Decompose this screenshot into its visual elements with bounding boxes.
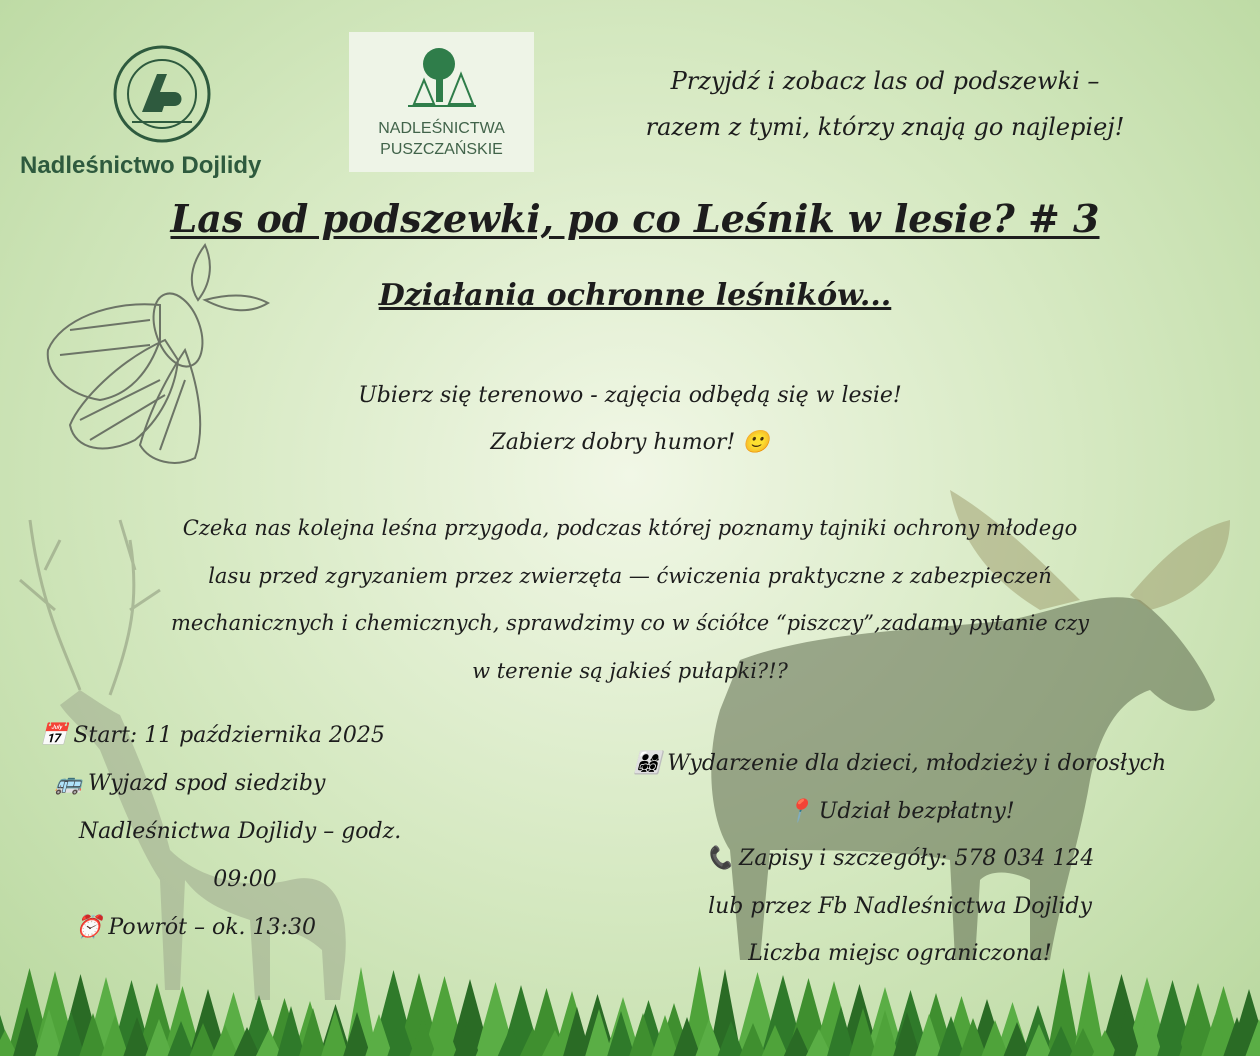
info-block [230,372,1030,466]
event-subtitle: Działania ochronne leśników... [378,278,892,313]
audience-text: Wydarzenie dla dzieci, młodzieży i dorosłych [667,751,1167,776]
fee-text: Udział bezpłatny! [818,798,1015,824]
description-line3: mechanicznych i chemicznych, sprawdzimy co w ściółce “piszczy”,zadamy pytanie czy [170,611,1089,635]
departure-line1: Wyjazd spod siedziby [87,771,326,796]
description-block [110,505,1150,695]
return-row [40,904,460,952]
phone-icon: 📞 [705,846,734,871]
partner-logo [349,32,534,172]
seat-limit: Liczba miejsc ograniczona! [748,941,1052,966]
slogan-line1: Przyjdź i zobacz las od podszewki – [670,67,1100,95]
start-date: Start: 11 października 2025 [73,723,385,748]
info-line2: Zabierz dobry humor! 🙂 [490,430,770,455]
departure-line2: Nadleśnictwa Dojlidy – godz. [78,819,402,844]
forest-treeline [0,966,1260,1056]
partner-name-line2: PUSZCZAŃSKIE [380,141,503,158]
info-line1: Ubierz się terenowo - zajęcia odbędą się w lesie! [358,383,902,408]
tree-icon [404,42,479,114]
calendar-icon: 📅 [40,723,68,748]
event-details-left [40,712,460,952]
slogan-line2: razem z tymi, którzy znają go najlepiej! [645,113,1125,141]
departure-row [40,760,340,808]
lasy-panstwowe-logo [112,44,212,144]
contact-phone: Zapisy i szczegóły: 578 034 124 [739,846,1095,871]
description-line1: Czeka nas kolejna leśna przygoda, podczas której poznamy tajniki ochrony młodego [182,516,1078,540]
family-icon: 👨‍👩‍👧‍👦 [633,751,662,776]
event-title: Las od podszewki, po co Leśnik w lesie? # 3 [170,196,1100,241]
slogan [560,58,1210,150]
fee-row [580,788,1220,836]
clock-icon: ⏰ [75,915,103,940]
description-line2: lasu przed zgryzaniem przez zwierzęta — ćwiczenia praktyczne z zabezpieczeń [208,563,1052,588]
return-time: Powrót – ok. 13:30 [108,915,316,940]
start-row [40,712,460,760]
description-line4: w terenie są jakieś pułapki?!? [472,658,788,683]
contact-alt: lub przez Fb Nadleśnictwa Dojlidy [708,893,1092,919]
contact-row [580,835,1220,883]
pin-icon: 📍 [785,798,813,824]
partner-name-line1: NADLEŚNICTWA [378,120,505,137]
departure-time: 09:00 [213,867,277,892]
bus-icon: 🚌 [54,771,82,796]
event-details-right [580,740,1220,978]
audience-row [580,740,1220,788]
organization-name: Nadleśnictwo Dojlidy [20,152,262,179]
